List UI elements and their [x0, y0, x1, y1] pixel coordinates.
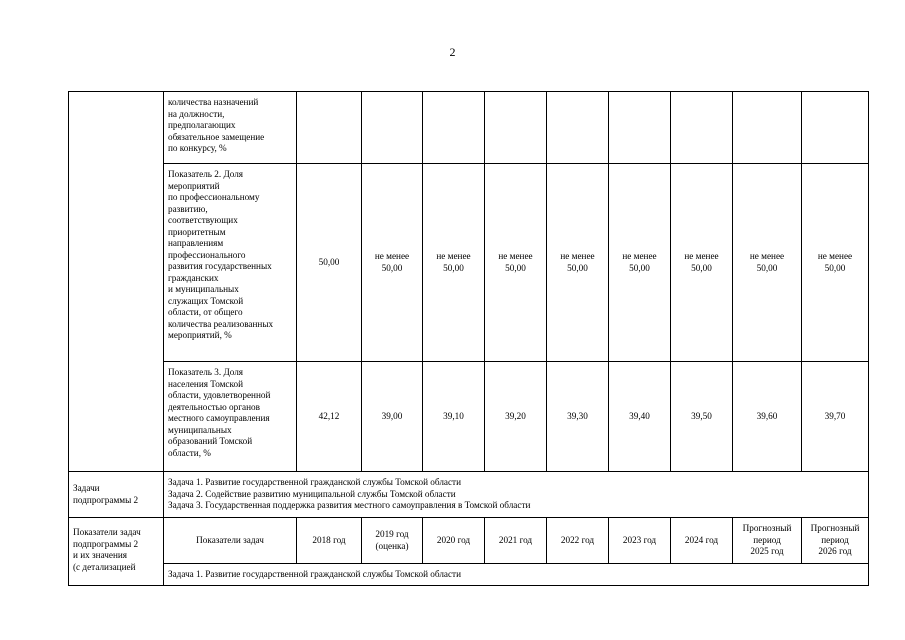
indicator-2-value-2021: не менее 50,00: [485, 164, 547, 362]
year-header-2019: 2019 год (оценка): [362, 518, 423, 564]
indicator-2-value-2018: 50,00: [297, 164, 362, 362]
table-row: [69, 92, 869, 164]
indicator-3-label: Показатель 3. Доля населения Томской области, удовлетворенной деятельностью органов местного самоуправления муниципальных образований Томской области, %: [164, 362, 297, 472]
tasks-row: [69, 472, 869, 518]
task-1-title: Задача 1. Развитие государственной гражданской службы Томской области: [164, 564, 869, 586]
indicators-label: Показатели задач подпрограммы 2 и их значения (с детализацией: [69, 518, 164, 586]
year-header-2018: 2018 год: [297, 518, 362, 564]
indicator-3-value-2018: 42,12: [297, 362, 362, 472]
indicator-1-value-2021: [485, 92, 547, 164]
indicator-2-value-2022: не менее 50,00: [547, 164, 609, 362]
indicator-3-value-2022: 39,30: [547, 362, 609, 472]
page-number: 2: [449, 45, 456, 59]
indicator-3-value-2024: 39,50: [671, 362, 733, 472]
empty-left-cell: [69, 92, 164, 472]
indicator-1-value-2024: [671, 92, 733, 164]
year-header-2022: 2022 год: [547, 518, 609, 564]
indicators-header-label: Показатели задач: [164, 518, 297, 564]
year-header-2026: Прогнозный период 2026 год: [802, 518, 869, 564]
indicator-1-label: количества назначений на должности, предполагающих обязательное замещение по конкурсу, %: [164, 92, 297, 164]
indicator-2-value-2019: не менее 50,00: [362, 164, 423, 362]
indicator-3-value-2021: 39,20: [485, 362, 547, 472]
tasks-list: Задача 1. Развитие государственной гражданской службы Томской области Задача 2. Содействие развитию муниципальной службы Томской области Задача 3. Государственная поддержка развития местного самоуправления в Томской области: [164, 472, 869, 518]
indicator-2-value-2025: не менее 50,00: [733, 164, 802, 362]
year-header-2024: 2024 год: [671, 518, 733, 564]
indicator-1-value-2018: [297, 92, 362, 164]
indicator-1-value-2019: [362, 92, 423, 164]
indicator-1-value-2023: [609, 92, 671, 164]
indicator-2-value-2020: не менее 50,00: [423, 164, 485, 362]
year-header-2023: 2023 год: [609, 518, 671, 564]
indicator-1-value-2022: [547, 92, 609, 164]
year-header-2021: 2021 год: [485, 518, 547, 564]
tasks-label: Задачи подпрограммы 2: [69, 472, 164, 518]
indicator-3-value-2023: 39,40: [609, 362, 671, 472]
indicator-2-value-2026: не менее 50,00: [802, 164, 869, 362]
indicator-2-value-2023: не менее 50,00: [609, 164, 671, 362]
indicator-1-value-2020: [423, 92, 485, 164]
indicator-2-value-2024: не менее 50,00: [671, 164, 733, 362]
year-header-2025: Прогнозный период 2025 год: [733, 518, 802, 564]
indicator-1-value-2026: [802, 92, 869, 164]
indicator-2-label: Показатель 2. Доля мероприятий по профессиональному развитию, соответствующих приоритетным направлениям профессионального развития государственных гражданских и муниципальных служащих Томской области, от общего количества реализованных мероприятий, %: [164, 164, 297, 362]
subprogram-table: [68, 91, 869, 586]
indicator-3-value-2026: 39,70: [802, 362, 869, 472]
table-row: [69, 362, 869, 472]
table-row: [69, 164, 869, 362]
task-1-row: [69, 564, 869, 586]
indicator-3-value-2019: 39,00: [362, 362, 423, 472]
year-header-2020: 2020 год: [423, 518, 485, 564]
indicator-1-value-2025: [733, 92, 802, 164]
indicator-3-value-2025: 39,60: [733, 362, 802, 472]
indicators-header-row: [69, 518, 869, 564]
indicator-3-value-2020: 39,10: [423, 362, 485, 472]
